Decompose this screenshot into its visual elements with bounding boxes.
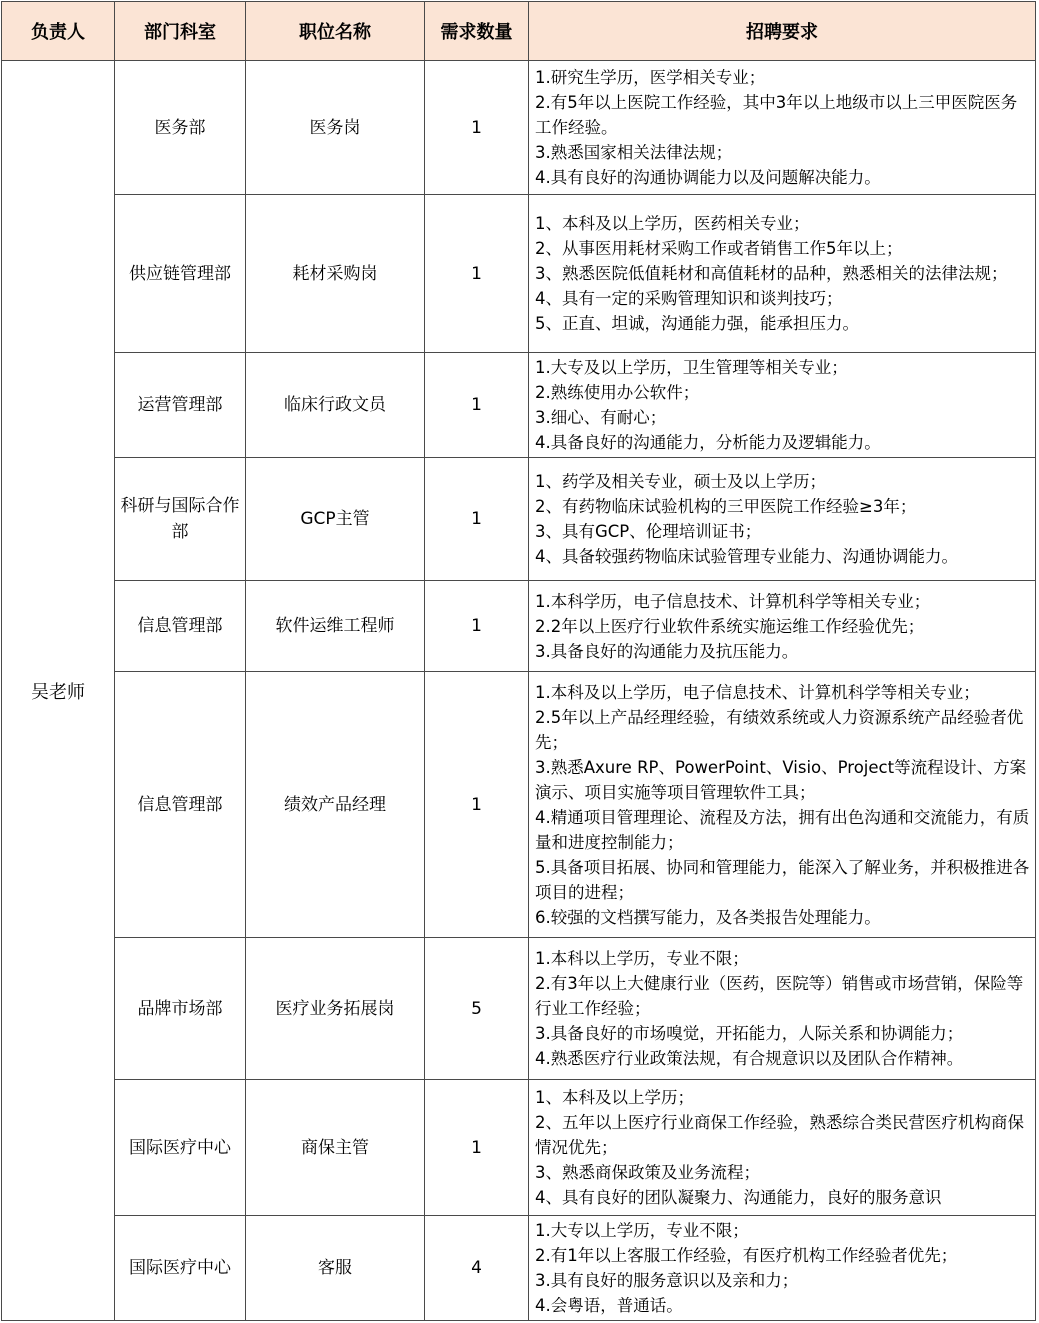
table-row bbox=[2, 1080, 1036, 1216]
requirement-line: 4、具有一定的采购管理知识和谈判技巧； bbox=[535, 289, 843, 308]
header-owner: 负责人 bbox=[2, 2, 115, 61]
requirement-line: 1.研究生学历，医学相关专业； bbox=[535, 68, 766, 87]
table-row bbox=[2, 61, 1036, 195]
recruitment-table bbox=[1, 1, 1036, 1321]
count-cell: 5 bbox=[425, 938, 529, 1080]
requirements-cell bbox=[529, 458, 1036, 581]
requirement-line: 4.精通项目管理理论、流程及方法，拥有出色沟通和交流能力，有质量和进度控制能力； bbox=[535, 807, 1030, 852]
requirements-cell bbox=[529, 195, 1036, 353]
requirement-line: 1.本科以上学历，专业不限； bbox=[535, 949, 749, 968]
requirements-cell bbox=[529, 1080, 1036, 1216]
requirement-line: 1.本科及以上学历，电子信息技术、计算机科学等相关专业； bbox=[535, 682, 980, 702]
header-count: 需求数量 bbox=[425, 2, 529, 61]
requirements-cell bbox=[529, 61, 1036, 195]
position-cell: GCP主管 bbox=[246, 458, 425, 581]
requirement-line: 3、熟悉医院低值耗材和高值耗材的品种，熟悉相关的法律法规； bbox=[535, 264, 1008, 283]
department-cell: 品牌市场部 bbox=[115, 938, 246, 1080]
requirement-line: 2.有3年以上大健康行业（医药，医院等）销售或市场营销，保险等行业工作经验； bbox=[535, 974, 1024, 1018]
requirement-line: 2.5年以上产品经理经验，有绩效系统或人力资源系统产品经验者优先； bbox=[535, 707, 1024, 752]
count-cell: 1 bbox=[425, 61, 529, 195]
header-department: 部门科室 bbox=[115, 2, 246, 61]
position-cell: 绩效产品经理 bbox=[246, 672, 425, 938]
count-cell: 1 bbox=[425, 195, 529, 353]
count-cell: 1 bbox=[425, 458, 529, 581]
count-cell: 1 bbox=[425, 672, 529, 938]
table-row bbox=[2, 353, 1036, 458]
department-cell: 供应链管理部 bbox=[115, 195, 246, 353]
department-cell: 科研与国际合作部 bbox=[115, 458, 246, 581]
position-cell: 医疗业务拓展岗 bbox=[246, 938, 425, 1080]
requirement-line: 3、具有GCP、伦理培训证书； bbox=[535, 522, 762, 541]
table-row bbox=[2, 672, 1036, 938]
requirement-line: 4.会粤语，普通话。 bbox=[535, 1296, 683, 1315]
position-cell: 临床行政文员 bbox=[246, 353, 425, 458]
department-cell: 信息管理部 bbox=[115, 581, 246, 672]
requirement-line: 1.本科学历，电子信息技术、计算机科学等相关专业； bbox=[535, 591, 931, 611]
requirement-line: 2、五年以上医疗行业商保工作经验，熟悉综合类民营医疗机构商保情况优先； bbox=[535, 1113, 1024, 1157]
requirement-line: 4、具有良好的团队凝聚力、沟通能力，良好的服务意识 bbox=[535, 1188, 942, 1207]
requirement-line: 1、本科及以上学历，医药相关专业； bbox=[535, 214, 810, 233]
requirement-line: 3.熟悉Axure RP、PowerPoint、Visio、Project等流程设计、方案演示、项目实施等项目管理软件工具； bbox=[535, 757, 1027, 802]
requirement-line: 4.熟悉医疗行业政策法规，有合规意识以及团队合作精神。 bbox=[535, 1049, 964, 1068]
count-cell: 1 bbox=[425, 581, 529, 672]
header-row bbox=[2, 2, 1036, 61]
department-cell: 医务部 bbox=[115, 61, 246, 195]
requirement-line: 3.具有良好的服务意识以及亲和力； bbox=[535, 1271, 799, 1290]
position-cell: 软件运维工程师 bbox=[246, 581, 425, 672]
count-cell: 4 bbox=[425, 1216, 529, 1321]
requirements-cell bbox=[529, 672, 1036, 938]
table-row bbox=[2, 938, 1036, 1080]
requirement-line: 2.2年以上医疗行业软件系统实施运维工作经验优先； bbox=[535, 616, 925, 636]
requirements-cell bbox=[529, 1216, 1036, 1321]
requirement-line: 1、本科及以上学历； bbox=[535, 1088, 694, 1107]
requirements-cell bbox=[529, 581, 1036, 672]
requirement-line: 2.熟练使用办公软件； bbox=[535, 383, 700, 402]
requirements-cell bbox=[529, 353, 1036, 458]
requirement-line: 5、正直、坦诚，沟通能力强，能承担压力。 bbox=[535, 314, 859, 333]
header-requirements: 招聘要求 bbox=[529, 2, 1036, 61]
table-row bbox=[2, 195, 1036, 353]
requirement-line: 3.具备良好的沟通能力及抗压能力。 bbox=[535, 641, 799, 661]
position-cell: 医务岗 bbox=[246, 61, 425, 195]
department-cell: 信息管理部 bbox=[115, 672, 246, 938]
requirement-line: 4.具备良好的沟通能力，分析能力及逻辑能力。 bbox=[535, 433, 881, 452]
requirement-line: 1.大专及以上学历，卫生管理等相关专业； bbox=[535, 358, 848, 377]
department-cell: 国际医疗中心 bbox=[115, 1216, 246, 1321]
requirement-line: 2、从事医用耗材采购工作或者销售工作5年以上； bbox=[535, 239, 903, 258]
requirement-line: 3、熟悉商保政策及业务流程； bbox=[535, 1163, 760, 1182]
count-cell: 1 bbox=[425, 353, 529, 458]
table-row bbox=[2, 581, 1036, 672]
position-cell: 客服 bbox=[246, 1216, 425, 1321]
requirement-line: 3.细心、有耐心； bbox=[535, 408, 667, 427]
requirement-line: 5.具备项目拓展、协同和管理能力，能深入了解业务，并积极推进各项目的进程； bbox=[535, 857, 1030, 902]
header-position: 职位名称 bbox=[246, 2, 425, 61]
requirement-line: 6.较强的文档撰写能力，及各类报告处理能力。 bbox=[535, 907, 881, 927]
position-cell: 商保主管 bbox=[246, 1080, 425, 1216]
requirements-cell bbox=[529, 938, 1036, 1080]
table-row bbox=[2, 458, 1036, 581]
table-row bbox=[2, 1216, 1036, 1321]
requirement-line: 2、有药物临床试验机构的三甲医院工作经验≥3年； bbox=[535, 497, 917, 516]
requirement-line: 2.有1年以上客服工作经验，有医疗机构工作经验者优先； bbox=[535, 1246, 958, 1265]
department-cell: 运营管理部 bbox=[115, 353, 246, 458]
position-cell: 耗材采购岗 bbox=[246, 195, 425, 353]
requirement-line: 4、具备较强药物临床试验管理专业能力、沟通协调能力。 bbox=[535, 547, 958, 566]
requirement-line: 3.熟悉国家相关法律法规； bbox=[535, 143, 733, 162]
requirement-line: 4.具有良好的沟通协调能力以及问题解决能力。 bbox=[535, 168, 881, 187]
owner-cell: 吴老师 bbox=[2, 61, 115, 1321]
department-cell: 国际医疗中心 bbox=[115, 1080, 246, 1216]
requirement-line: 1.大专以上学历，专业不限； bbox=[535, 1221, 749, 1240]
count-cell: 1 bbox=[425, 1080, 529, 1216]
requirement-line: 3.具备良好的市场嗅觉，开拓能力，人际关系和协调能力； bbox=[535, 1024, 964, 1043]
requirement-line: 1、药学及相关专业，硕士及以上学历； bbox=[535, 472, 826, 491]
requirement-line: 2.有5年以上医院工作经验，其中3年以上地级市以上三甲医院医务工作经验。 bbox=[535, 93, 1018, 137]
